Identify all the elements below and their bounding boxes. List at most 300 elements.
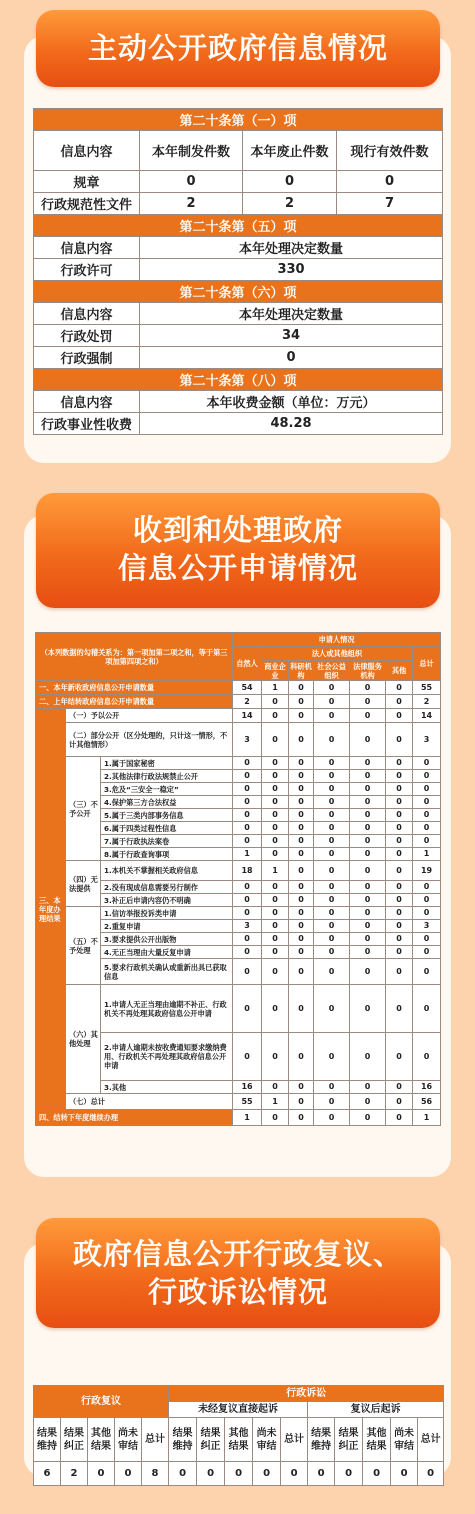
- cell-value: 0: [262, 822, 289, 835]
- cell-value: 0: [413, 959, 441, 985]
- cell-value: 0: [314, 709, 350, 723]
- table-row: [36, 757, 441, 770]
- cell-value: 1: [233, 848, 262, 861]
- cell-value: 0: [314, 920, 350, 933]
- row-label: 规章: [34, 171, 140, 193]
- cell-value: 0: [314, 835, 350, 848]
- sub-row-label: 4.无正当理由大量反复申请: [101, 946, 233, 959]
- group-label: （五）不予处理: [66, 907, 101, 985]
- cell-value: 0: [350, 1081, 386, 1094]
- cell-value: 0: [233, 783, 262, 796]
- cell-value: 54: [233, 681, 262, 695]
- row-carried-over: 二、上年结转政府信息公开申请数量: [36, 695, 233, 709]
- cell-value: 0: [289, 796, 314, 809]
- cell-value: 0: [88, 1462, 115, 1486]
- table-row: [36, 695, 441, 709]
- cell-value: 0: [233, 1033, 262, 1081]
- sub-col-header: 尚未审结: [115, 1418, 142, 1462]
- row-label: 行政许可: [34, 259, 140, 281]
- cell-value: 0: [115, 1462, 142, 1486]
- cell-value: 0: [314, 681, 350, 695]
- cell-value: 0: [350, 796, 386, 809]
- cell-value: 0: [386, 861, 413, 881]
- table-active-disclosure: [33, 108, 443, 435]
- cell-value: 0: [289, 809, 314, 822]
- cell-value: 56: [413, 1094, 441, 1110]
- cell-value: 0: [169, 1462, 197, 1486]
- cell-value: 2: [140, 193, 243, 215]
- col-header: 本年处理决定数量: [140, 303, 443, 325]
- cell-value: 0: [386, 985, 413, 1033]
- col-commercial: 商业企业: [262, 661, 289, 681]
- cell-value: 0: [289, 1081, 314, 1094]
- col-header: 本年收费金额（单位：万元）: [140, 391, 443, 413]
- cell-value: 16: [413, 1081, 441, 1094]
- cell-value: 0: [363, 1462, 391, 1486]
- col-header: 现行有效件数: [337, 131, 443, 171]
- table-review-litigation: [33, 1385, 444, 1486]
- row-label: 行政规范性文件: [34, 193, 140, 215]
- cell-value: 3: [233, 723, 262, 757]
- cell-value: 0: [253, 1462, 281, 1486]
- sub-row-label: 1.信访举报投诉类申请: [101, 907, 233, 920]
- sub-row-label: 3.其他: [101, 1081, 233, 1094]
- cell-value: 0: [314, 723, 350, 757]
- cell-value: 0: [233, 796, 262, 809]
- cell-value: 0: [233, 822, 262, 835]
- cell-value: 0: [314, 1081, 350, 1094]
- cell-value: 0: [262, 1110, 289, 1126]
- cell-value: 0: [386, 796, 413, 809]
- cell-value: 0: [413, 907, 441, 920]
- cell-value: 0: [386, 783, 413, 796]
- cell-value: 0: [314, 770, 350, 783]
- cell-value: 0: [413, 894, 441, 907]
- cell-value: 0: [233, 881, 262, 894]
- cell-value: 2: [233, 695, 262, 709]
- cell-value: 0: [233, 757, 262, 770]
- cell-value: 0: [233, 809, 262, 822]
- cell-value: 0: [350, 959, 386, 985]
- cell-value: 0: [289, 946, 314, 959]
- cell-value: 0: [350, 861, 386, 881]
- cell-value: 0: [314, 985, 350, 1033]
- cell-value: 0: [350, 809, 386, 822]
- cell-value: 0: [413, 822, 441, 835]
- cell-value: 0: [233, 907, 262, 920]
- cell-value: 0: [314, 848, 350, 861]
- sub-row-label: 8.属于行政查询事项: [101, 848, 233, 861]
- cell-value: 8: [142, 1462, 169, 1486]
- cell-value: 0: [262, 1081, 289, 1094]
- cell-value: 0: [413, 933, 441, 946]
- cell-value: 0: [386, 681, 413, 695]
- row-new-applications: 一、本年新收政府信息公开申请数量: [36, 681, 233, 695]
- cell-value: 0: [350, 709, 386, 723]
- sub-row-label: 2.其他法律行政法规禁止公开: [101, 770, 233, 783]
- cell-value: 0: [262, 985, 289, 1033]
- applicant-header: 申请人情况: [233, 633, 441, 647]
- col-legal-service: 法律服务机构: [350, 661, 386, 681]
- cell-value: 1: [262, 681, 289, 695]
- cell-value: 0: [413, 809, 441, 822]
- cell-value: 0: [413, 770, 441, 783]
- sub-row-label: 5.要求行政机关确认或重新出具已获取信息: [101, 959, 233, 985]
- cell-value: 55: [233, 1094, 262, 1110]
- row-partial-disclosed: （二）部分公开（区分处理的，只计这一情形，不计其他情形）: [66, 723, 233, 757]
- cell-value: 0: [350, 881, 386, 894]
- cell-value: 0: [350, 757, 386, 770]
- cell-value: 0: [262, 695, 289, 709]
- cell-value: 0: [350, 822, 386, 835]
- cell-value: 0: [289, 894, 314, 907]
- sub-row-label: 2.没有现成信息需要另行制作: [101, 881, 233, 894]
- cell-value: 0: [262, 709, 289, 723]
- cell-value: 0: [314, 894, 350, 907]
- review-header: 行政复议: [34, 1386, 169, 1418]
- cell-value: 0: [289, 681, 314, 695]
- cell-value: 0: [413, 796, 441, 809]
- cell-value: 2: [413, 695, 441, 709]
- cell-value: 0: [289, 985, 314, 1033]
- sub-col-header: 总计: [281, 1418, 308, 1462]
- cell-value: 0: [386, 933, 413, 946]
- col-header: 本年废止件数: [243, 131, 337, 171]
- cell-value: 0: [350, 946, 386, 959]
- cell-value: 0: [289, 835, 314, 848]
- row-label: 行政事业性收费: [34, 413, 140, 435]
- sub-col-header: 结果维持: [34, 1418, 61, 1462]
- col-natural-person: 自然人: [233, 647, 262, 681]
- table-row: [36, 1094, 441, 1110]
- sub-row-label: 3.补正后申请内容仍不明确: [101, 894, 233, 907]
- legal-entity-header: 法人或其他组织: [262, 647, 413, 661]
- group-label: （三）不予公开: [66, 757, 101, 861]
- banner-applications: [36, 493, 440, 608]
- cell-value: 0: [314, 959, 350, 985]
- cell-value: 6: [34, 1462, 61, 1486]
- sub-row-label: 5.属于三类内部事务信息: [101, 809, 233, 822]
- banner-title-line2: 行政诉讼情况: [147, 1275, 328, 1309]
- table-row: [36, 907, 441, 920]
- cell-value: 0: [314, 1094, 350, 1110]
- cell-value: 1: [413, 1110, 441, 1126]
- cell-value: 0: [314, 1110, 350, 1126]
- cell-value: 0: [314, 946, 350, 959]
- sub-row-label: 1.申请人无正当理由逾期不补正、行政机关不再处理其政府信息公开申请: [101, 985, 233, 1033]
- cell-value: 14: [413, 709, 441, 723]
- cell-value: 16: [233, 1081, 262, 1094]
- table-row: [36, 861, 441, 881]
- cell-value: 0: [386, 723, 413, 757]
- cell-value: 0: [413, 757, 441, 770]
- cell-value: 0: [350, 920, 386, 933]
- cell-value: 0: [386, 946, 413, 959]
- cell-value: 0: [314, 933, 350, 946]
- col-header: 信息内容: [34, 391, 140, 413]
- cell-value: 0: [281, 1462, 308, 1486]
- cell-value: 7: [337, 193, 443, 215]
- cell-value: 0: [262, 894, 289, 907]
- cell-value: 0: [386, 907, 413, 920]
- sub-row-label: 7.属于行政执法案卷: [101, 835, 233, 848]
- cell-value: 0: [233, 959, 262, 985]
- cell-value: 0: [140, 171, 243, 193]
- cell-value: 0: [386, 1110, 413, 1126]
- row-grand-total: （七）总计: [66, 1094, 233, 1110]
- sub-col-header: 总计: [142, 1418, 169, 1462]
- cell-value: 14: [233, 709, 262, 723]
- cell-value: 0: [262, 881, 289, 894]
- sub-row-label: 3.危及“三安全一稳定”: [101, 783, 233, 796]
- cell-value: 0: [289, 770, 314, 783]
- cell-value: 0: [289, 757, 314, 770]
- cell-value: 0: [289, 783, 314, 796]
- block-header: 第二十条第（一）项: [34, 109, 443, 131]
- banner-title-line2: 信息公开申请情况: [117, 551, 358, 585]
- cell-value: 0: [386, 809, 413, 822]
- cell-value: 0: [225, 1462, 253, 1486]
- table-applications: [35, 632, 441, 1126]
- sub-col-header: 总计: [418, 1418, 444, 1462]
- cell-value: 0: [314, 1033, 350, 1081]
- col-social: 社会公益组织: [314, 661, 350, 681]
- sub-col-header: 其他结果: [225, 1418, 253, 1462]
- cell-value: 0: [262, 1033, 289, 1081]
- cell-value: 0: [314, 757, 350, 770]
- cell-value: 0: [350, 1110, 386, 1126]
- cell-value: 0: [262, 848, 289, 861]
- cell-value: 0: [289, 959, 314, 985]
- cell-value: 0: [262, 933, 289, 946]
- table-row: [36, 681, 441, 695]
- cell-value: 0: [391, 1462, 418, 1486]
- row-disclosed: （一）予以公开: [66, 709, 233, 723]
- banner-active-disclosure: [36, 10, 440, 87]
- cell-value: 0: [386, 894, 413, 907]
- row-carry-next-year: 四、结转下年度继续办理: [36, 1110, 233, 1126]
- cell-value: 0: [350, 894, 386, 907]
- cell-value: 0: [289, 1094, 314, 1110]
- sub-col-header: 尚未审结: [391, 1418, 418, 1462]
- sub-col-header: 其他结果: [88, 1418, 115, 1462]
- cell-value: 0: [314, 809, 350, 822]
- after-review-header: 复议后起诉: [308, 1402, 444, 1418]
- cell-value: 0: [350, 1094, 386, 1110]
- cell-value: 0: [233, 985, 262, 1033]
- cell-value: 0: [314, 822, 350, 835]
- cell-value: 0: [262, 959, 289, 985]
- cell-value: 0: [350, 907, 386, 920]
- cell-value: 0: [335, 1462, 363, 1486]
- sub-col-header: 结果维持: [169, 1418, 197, 1462]
- cell-value: 0: [350, 985, 386, 1033]
- cell-value: 0: [262, 835, 289, 848]
- col-other: 其他: [386, 661, 413, 681]
- col-header: 信息内容: [34, 237, 140, 259]
- cell-value: 3: [413, 723, 441, 757]
- banner-title-line1: 政府信息公开行政复议、: [72, 1237, 403, 1271]
- cell-value: 0: [337, 171, 443, 193]
- table-row: [36, 985, 441, 1033]
- cell-value: 0: [386, 881, 413, 894]
- sub-row-label: 2.申请人逾期未按收费通知要求缴纳费用、行政机关不再处理其政府信息公开申请: [101, 1033, 233, 1081]
- cell-value: 0: [413, 985, 441, 1033]
- cell-value: 3: [413, 920, 441, 933]
- table-row: [36, 723, 441, 757]
- cell-value: 0: [386, 1033, 413, 1081]
- block-header: 第二十条第（六）项: [34, 281, 443, 303]
- cell-value: 0: [350, 681, 386, 695]
- banner-title-line1: 收到和处理政府: [132, 513, 343, 547]
- cell-value: 0: [289, 723, 314, 757]
- col-header: 信息内容: [34, 303, 140, 325]
- table-note: （本列数据的勾稽关系为：第一项加第二项之和，等于第三项加第四项之和）: [36, 633, 233, 681]
- cell-value: 0: [233, 933, 262, 946]
- cell-value: 0: [350, 1033, 386, 1081]
- cell-value: 3: [233, 920, 262, 933]
- cell-value: 0: [386, 848, 413, 861]
- cell-value: 0: [386, 1094, 413, 1110]
- cell-value: 2: [243, 193, 337, 215]
- cell-value: 0: [308, 1462, 335, 1486]
- cell-value: 0: [233, 894, 262, 907]
- cell-value: 0: [314, 861, 350, 881]
- group-label: （六）其他处理: [66, 985, 101, 1094]
- cell-value: 0: [413, 881, 441, 894]
- col-header: 本年制发件数: [140, 131, 243, 171]
- cell-value: 0: [386, 835, 413, 848]
- cell-value: 0: [262, 809, 289, 822]
- cell-value: 0: [413, 946, 441, 959]
- cell-value: 0: [289, 709, 314, 723]
- cell-value: 0: [386, 695, 413, 709]
- cell-value: 0: [350, 933, 386, 946]
- cell-value: 0: [350, 695, 386, 709]
- sub-row-label: 1.本机关不掌握相关政府信息: [101, 861, 233, 881]
- cell-value: 0: [289, 907, 314, 920]
- cell-value: 0: [314, 907, 350, 920]
- banner-review-litigation: [36, 1218, 440, 1328]
- cell-value: 0: [262, 723, 289, 757]
- sub-row-label: 6.属于四类过程性信息: [101, 822, 233, 835]
- cell-value: 0: [233, 835, 262, 848]
- cell-value: 48.28: [140, 413, 443, 435]
- cell-value: 0: [350, 783, 386, 796]
- sub-row-label: 2.重复申请: [101, 920, 233, 933]
- litigation-header: 行政诉讼: [169, 1386, 444, 1402]
- cell-value: 0: [289, 933, 314, 946]
- cell-value: 0: [262, 757, 289, 770]
- cell-value: 0: [418, 1462, 444, 1486]
- cell-value: 55: [413, 681, 441, 695]
- cell-value: 0: [386, 822, 413, 835]
- cell-value: 0: [314, 695, 350, 709]
- row-label: 行政处罚: [34, 325, 140, 347]
- sub-col-header: 其他结果: [363, 1418, 391, 1462]
- table-row: [36, 1110, 441, 1126]
- cell-value: 0: [262, 920, 289, 933]
- cell-value: 1: [413, 848, 441, 861]
- col-header: 信息内容: [34, 131, 140, 171]
- sub-col-header: 结果纠正: [197, 1418, 225, 1462]
- cell-value: 0: [386, 920, 413, 933]
- cell-value: 34: [140, 325, 443, 347]
- sub-row-label: 4.保护第三方合法权益: [101, 796, 233, 809]
- cell-value: 0: [262, 907, 289, 920]
- cell-value: 0: [350, 723, 386, 757]
- cell-value: 0: [262, 796, 289, 809]
- direct-suit-header: 未经复议直接起诉: [169, 1402, 308, 1418]
- table-row: [36, 633, 441, 647]
- block-header: 第二十条第（五）项: [34, 215, 443, 237]
- cell-value: 1: [233, 1110, 262, 1126]
- sub-col-header: 尚未审结: [253, 1418, 281, 1462]
- cell-value: 330: [140, 259, 443, 281]
- cell-value: 1: [262, 861, 289, 881]
- cell-value: 0: [289, 822, 314, 835]
- cell-value: 0: [289, 695, 314, 709]
- cell-value: 0: [350, 848, 386, 861]
- row-label: 行政强制: [34, 347, 140, 369]
- cell-value: 0: [262, 770, 289, 783]
- cell-value: 0: [386, 1081, 413, 1094]
- cell-value: 0: [314, 783, 350, 796]
- cell-value: 0: [262, 783, 289, 796]
- col-research: 科研机构: [290, 661, 312, 680]
- cell-value: 0: [314, 796, 350, 809]
- cell-value: 0: [197, 1462, 225, 1486]
- col-total: 总计: [413, 647, 441, 681]
- cell-value: 0: [386, 959, 413, 985]
- cell-value: 0: [314, 881, 350, 894]
- cell-value: 1: [262, 1094, 289, 1110]
- table-row: [36, 709, 441, 723]
- cell-value: 0: [413, 835, 441, 848]
- cell-value: 0: [233, 770, 262, 783]
- banner-title: 主动公开政府信息情况: [87, 31, 388, 65]
- cell-value: 0: [140, 347, 443, 369]
- sub-col-header: 结果维持: [308, 1418, 335, 1462]
- cell-value: 0: [386, 709, 413, 723]
- cell-value: 0: [243, 171, 337, 193]
- cell-value: 0: [289, 920, 314, 933]
- sub-row-label: 1.属于国家秘密: [101, 757, 233, 770]
- sub-row-label: 3.要求提供公开出版物: [101, 933, 233, 946]
- cell-value: 0: [350, 835, 386, 848]
- cell-value: 0: [386, 770, 413, 783]
- cell-value: 0: [289, 1110, 314, 1126]
- block-header: 第二十条第（八）项: [34, 369, 443, 391]
- cell-value: 18: [233, 861, 262, 881]
- cell-value: 2: [61, 1462, 88, 1486]
- cell-value: 0: [262, 946, 289, 959]
- cell-value: 0: [413, 783, 441, 796]
- group-label: （四）无法提供: [66, 861, 101, 907]
- cell-value: 0: [289, 881, 314, 894]
- cell-value: 0: [386, 757, 413, 770]
- cell-value: 0: [233, 946, 262, 959]
- cell-value: 0: [289, 861, 314, 881]
- cell-value: 0: [289, 848, 314, 861]
- cell-value: 0: [350, 770, 386, 783]
- sub-col-header: 结果纠正: [61, 1418, 88, 1462]
- sub-col-header: 结果纠正: [335, 1418, 363, 1462]
- result-group-label: 三、本年度办理结果: [36, 709, 66, 1110]
- cell-value: 19: [413, 861, 441, 881]
- col-header: 本年处理决定数量: [140, 237, 443, 259]
- cell-value: 0: [289, 1033, 314, 1081]
